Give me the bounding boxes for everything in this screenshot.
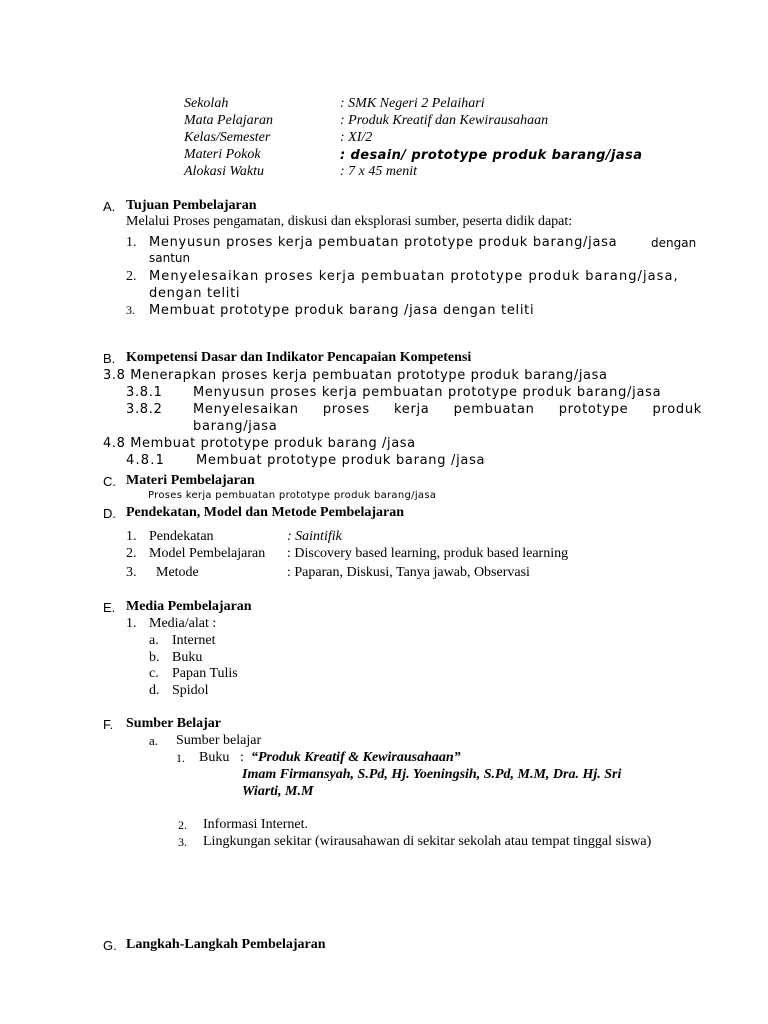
section-e-title: Media Pembelajaran	[126, 599, 252, 614]
source-a-text: Sumber belajar	[176, 733, 262, 748]
indicator-4-8-1-text: Membuat prototype produk barang /jasa	[196, 453, 486, 468]
media-item-num: b.	[149, 650, 160, 665]
indicator-3-8-2-line	[193, 402, 702, 417]
header-value-mapel: : Produk Kreatif dan Kewirausahaan	[340, 113, 549, 128]
method-2-label: Model Pembelajaran	[149, 546, 266, 561]
section-f-letter: F.	[103, 717, 114, 732]
method-1-num: 1.	[126, 529, 137, 544]
objective-2-num: 2.	[126, 269, 137, 284]
indicator-3-8-1-text: Menyusun proses kerja pembuatan prototype produk barang/jasa	[193, 385, 662, 400]
objective-1-tail: dengan	[651, 236, 697, 250]
method-3-num: 3.	[126, 565, 137, 580]
header-value-alokasi: : 7 x 45 menit	[340, 164, 417, 179]
section-g-letter: G.	[103, 938, 117, 953]
header-value-sekolah: : SMK Negeri 2 Pelaihari	[340, 96, 485, 111]
book-label: Buku	[199, 750, 230, 765]
indicator-3-8-2-word: pembuatan	[453, 402, 535, 417]
kd-4-8: 4.8 Membuat prototype produk barang /jasa	[103, 436, 416, 451]
header-value-materi: : desain/ prototype produk barang/jasa	[340, 148, 643, 163]
header-value-kelas: : XI/2	[340, 130, 373, 145]
source-3-num: 3.	[178, 835, 187, 849]
book-title: “Produk Kreatif & Kewirausahaan”	[251, 750, 461, 765]
objective-1-num: 1.	[126, 235, 137, 250]
section-a-letter: A.	[103, 199, 116, 214]
section-f-title: Sumber Belajar	[126, 716, 222, 731]
method-1-value: : Saintifik	[287, 529, 342, 544]
indicator-3-8-2-word: prototype	[558, 402, 629, 417]
book-authors-line-2: Wiarti, M.M	[242, 784, 314, 799]
indicator-3-8-2-word: proses	[322, 402, 370, 417]
book-colon: :	[240, 750, 244, 765]
indicator-3-8-2-num: 3.8.2	[126, 402, 163, 417]
section-c-letter: C.	[103, 474, 116, 489]
header-label-mapel: Mata Pelajaran	[184, 113, 274, 128]
section-a-title: Tujuan Pembelajaran	[126, 198, 257, 213]
method-3-label: Metode	[156, 565, 199, 580]
method-3-value: : Paparan, Diskusi, Tanya jawab, Observasi	[287, 565, 530, 580]
section-c-text: Proses kerja pembuatan prototype produk barang/jasa	[148, 490, 437, 501]
media-item-papan-tulis: Papan Tulis	[172, 666, 238, 681]
indicator-3-8-1-num: 3.8.1	[126, 385, 163, 400]
media-1-num: 1.	[126, 616, 137, 631]
source-2-num: 2.	[178, 818, 187, 832]
objective-2-text: Menyelesaikan proses kerja pembuatan prototype produk barang/jasa,	[149, 269, 679, 284]
section-b-title: Kompetensi Dasar dan Indikator Pencapaian Kompetensi	[126, 350, 472, 365]
media-item-spidol: Spidol	[172, 683, 209, 698]
section-g-title: Langkah-Langkah Pembelajaran	[126, 937, 326, 952]
method-2-value: : Discovery based learning, produk based learning	[287, 546, 569, 561]
media-1-text: Media/alat :	[149, 616, 217, 631]
section-d-title: Pendekatan, Model dan Metode Pembelajaran	[126, 505, 405, 520]
indicator-3-8-2-word: kerja	[393, 402, 430, 417]
media-item-num: c.	[149, 666, 159, 681]
objective-3-num: 3.	[126, 303, 135, 317]
header-label-materi: Materi Pokok	[184, 147, 261, 162]
objective-1-cont: santun	[149, 251, 191, 265]
book-authors-line-1: Imam Firmansyah, S.Pd, Hj. Yoeningsih, S.Pd, M.M, Dra. Hj. Sri	[242, 767, 622, 782]
indicator-3-8-2-cont: barang/jasa	[193, 419, 278, 434]
method-1-label: Pendekatan	[149, 529, 214, 544]
objective-3-text: Membuat prototype produk barang /jasa dengan teliti	[149, 303, 535, 318]
method-2-num: 2.	[126, 546, 137, 561]
header-label-sekolah: Sekolah	[184, 96, 229, 111]
section-e-letter: E.	[103, 600, 116, 615]
header-label-kelas: Kelas/Semester	[184, 130, 271, 145]
indicator-3-8-2-word: produk	[652, 402, 702, 417]
media-item-num: d.	[149, 683, 160, 698]
media-item-buku: Buku	[172, 650, 203, 665]
source-2-text: Informasi Internet.	[203, 817, 308, 832]
indicator-4-8-1-num: 4.8.1	[126, 453, 166, 468]
objective-1-text: Menyusun proses kerja pembuatan prototype produk barang/jasa	[149, 235, 618, 250]
book-num: 1.	[176, 751, 185, 765]
source-3-text: Lingkungan sekitar (wirausahawan di sekitar sekolah atau tempat tinggal siswa)	[203, 834, 652, 849]
header-label-alokasi: Alokasi Waktu	[184, 164, 264, 179]
source-a-num: a.	[149, 733, 159, 748]
kd-3-8: 3.8 Menerapkan proses kerja pembuatan prototype produk barang/jasa	[103, 368, 608, 383]
media-item-internet: Internet	[172, 633, 216, 648]
section-b-letter: B.	[103, 351, 116, 366]
section-d-letter: D.	[103, 506, 116, 521]
section-a-intro: Melalui Proses pengamatan, diskusi dan eksplorasi sumber, peserta didik dapat:	[126, 214, 573, 229]
media-item-num: a.	[149, 633, 159, 648]
section-c-title: Materi Pembelajaran	[126, 473, 255, 488]
indicator-3-8-2-word: Menyelesaikan	[193, 402, 299, 417]
objective-2-cont: dengan teliti	[149, 286, 241, 301]
